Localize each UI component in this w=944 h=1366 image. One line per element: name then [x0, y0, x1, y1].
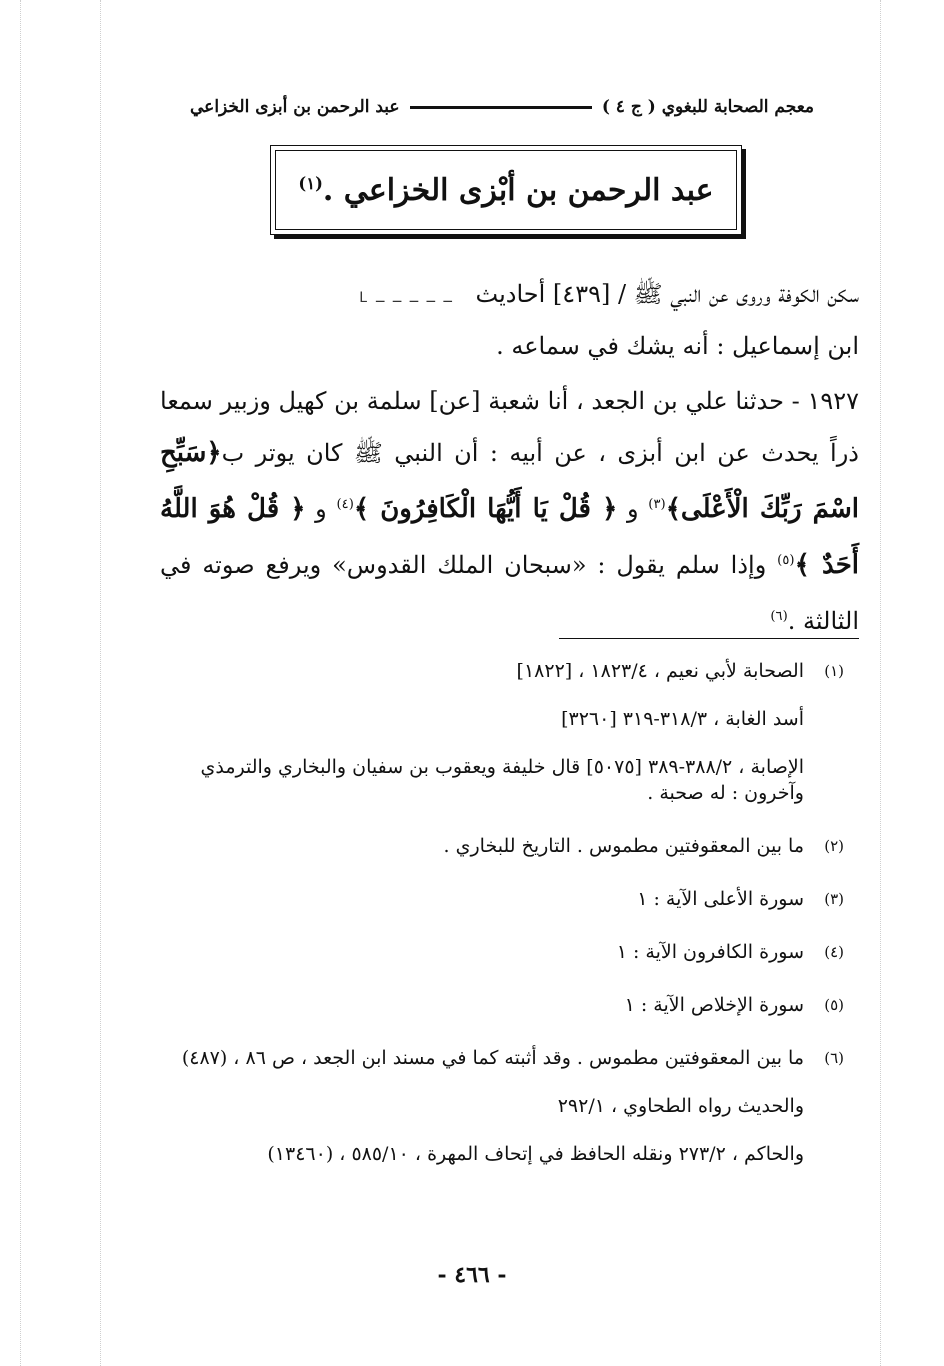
footnote-body [444, 833, 804, 859]
running-header [190, 93, 814, 121]
title-box [270, 145, 742, 235]
footnote-line: أسد الغابة ، ٣١٨/٣-٣١٩ [٣٢٦٠] [561, 708, 804, 730]
entry-title-text: عبد الرحمن بن أبْزى الخزاعي . [322, 172, 714, 208]
footnote [150, 658, 844, 806]
footnote [150, 939, 844, 965]
footnote-ref: (١) [298, 173, 323, 193]
footnote-ref: (٦) [770, 609, 788, 624]
footnote-line: ما بين المعقوفتين مطموس . التاريخ للبخاري . [443, 835, 804, 857]
header-rule [410, 106, 592, 109]
hadith-paragraph [160, 375, 859, 647]
intro-text-1: سكن الكوفة وروى عن النبي ﷺ / [٤٣٩] أحاديث [475, 280, 859, 308]
page-number: - ٤٦٦ - [437, 1262, 507, 1288]
intro-line-2: ابن إسماعيل : أنه يشك في سماعه . [496, 332, 859, 360]
margin-dotline [100, 0, 101, 1366]
quran-verse: ﴿ قُلْ يَا أَيُّهَا الْكَافِرُونَ ﴾ [353, 494, 618, 524]
footnote-line: والحاكم ، ٢٧٣/٢ ونقله الحافظ في إتحاف المهرة ، ٥٨٥/١٠ ، (١٣٤٦٠) [267, 1143, 804, 1165]
entry-title [298, 173, 713, 208]
footnote-body [617, 939, 804, 965]
footnote [150, 833, 844, 859]
footnote-ref: (٣) [648, 497, 666, 512]
running-header-entry: عبد الرحمن بن أبزى الخزاعي [190, 97, 400, 117]
intro-line-1 [160, 268, 859, 324]
footnote [150, 1045, 844, 1167]
footnote-body [150, 658, 804, 806]
footnote-number: (٦) [824, 1049, 844, 1067]
footnote [150, 992, 844, 1018]
footnote-number: (٢) [824, 837, 844, 855]
footnote-line: ما بين المعقوفتين مطموس . وقد أثبته كما في مسند ابن الجعد ، ص ٨٦ ، (٤٨٧) [181, 1047, 804, 1069]
footnote-number: (٤) [824, 943, 844, 961]
footnote-line: والحديث رواه الطحاوي ، ٢٩٢/١ [557, 1095, 804, 1117]
margin-dotline [880, 0, 881, 1366]
footnote-body [637, 886, 804, 912]
footnote-line: الإصابة ، ٣٨٨/٢-٣٨٩ [٥٠٧٥] قال خليفة ويعقوب بن سفيان والبخاري والترمذي وآخرون : له صحبة . [200, 756, 804, 804]
footnotes [150, 658, 844, 1194]
title-inner-frame [275, 150, 737, 230]
footnote-ref: (٤) [336, 497, 354, 512]
hadith-text: ١٩٢٧ - حدثنا علي بن الجعد ، أنا شعبة [عن] سلمة بن كهيل وزبير سمعا ذراً يحدث عن ابن أبزى ، عن أبيه : أن النبي ﷺ كان يوتر ب [160, 387, 859, 467]
footnote-ref: (٥) [777, 553, 795, 568]
footnote-number: (٥) [824, 996, 844, 1014]
hadith-text: وإذا سلم يقول : «سبحان الملك القدوس» ويرفع صوته في الثالثة . [160, 551, 859, 635]
footnote-body [625, 992, 804, 1018]
conjunction: و [617, 495, 649, 523]
footnote-separator [559, 638, 859, 639]
lacuna-marks: ـ ـ ـ ـ ـ L [359, 290, 452, 306]
conjunction: و [305, 495, 337, 523]
footnote-body [182, 1045, 804, 1167]
footnote-line: سورة الأعلى الآية : ١ [637, 888, 804, 910]
footnote-line: الصحابة لأبي نعيم ، ١٨٢٣/٤ ، [١٨٢٢] [516, 660, 804, 682]
footnote-number: (١) [824, 662, 844, 680]
footnote-line: سورة الإخلاص الآية : ١ [624, 994, 804, 1016]
running-header-book: معجم الصحابة للبغوي ( ج ٤ ) [601, 97, 814, 117]
margin-dotline [20, 0, 21, 1366]
footnote-number: (٣) [824, 890, 844, 908]
quran-verse: ﴿سَبِّحِ اسْمَ رَبِّكَ الْأَعْلَى﴾ [160, 438, 859, 524]
footnote [150, 886, 844, 912]
quran-verse: ﴿ قُلْ هُوَ اللَّهُ أَحَدٌ ﴾ [160, 494, 860, 580]
footnote-line: سورة الكافرون الآية : ١ [616, 941, 804, 963]
